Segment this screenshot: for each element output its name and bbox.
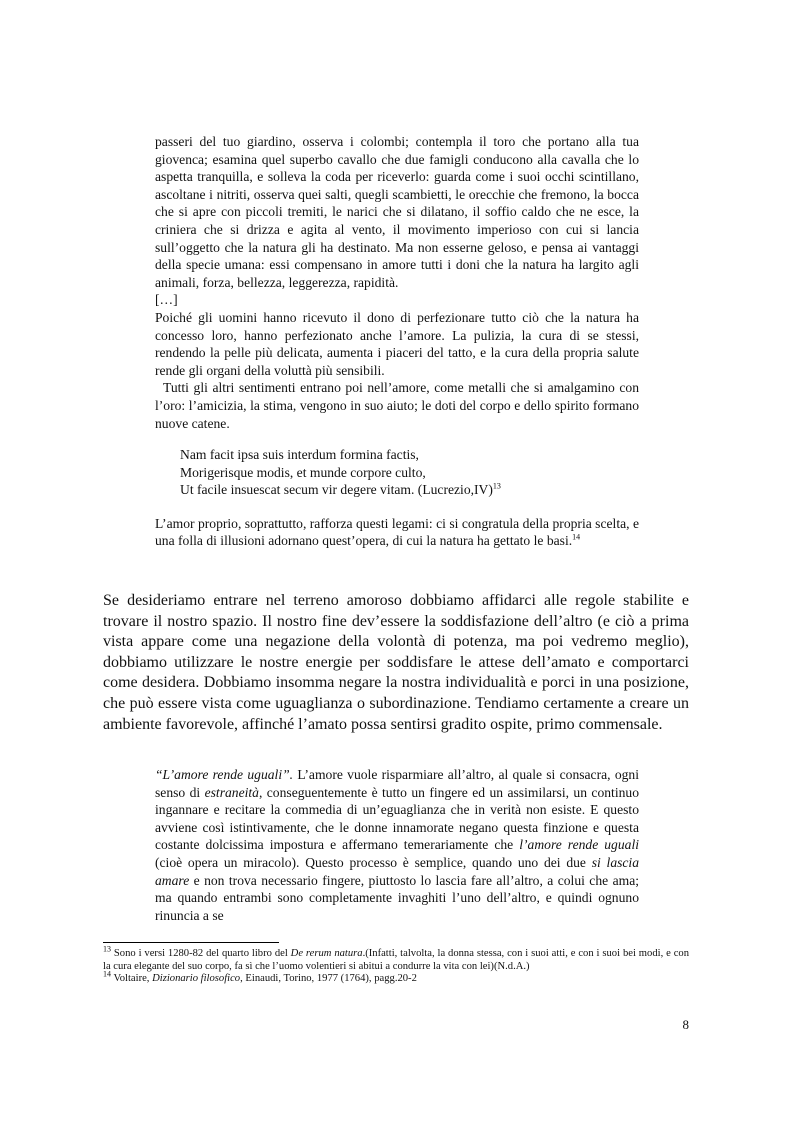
book-title: Dizionario filosofico xyxy=(152,973,241,985)
book-title: De rerum natura xyxy=(290,948,363,959)
quote-title: “L’amore rende uguali”. xyxy=(155,767,294,782)
verse-text: Ut facile insuescat secum vir degere vitam. (Lucrezio,IV) xyxy=(180,482,493,498)
quote-text: L’amor proprio, soprattutto, rafforza questi legami: ci si congratula della propria scelta, e una folla di illusioni adornano quest’opera, di cui la natura ha gettato le basi. xyxy=(155,515,639,549)
page-number: 8 xyxy=(682,1017,689,1032)
footnote-divider xyxy=(103,942,279,943)
verse-line xyxy=(180,481,639,499)
quote-text: L’amore vuole risparmiare all’altro, al quale si consacra, ogni senso di xyxy=(155,767,639,800)
quote-paragraph: passeri del tuo giardino, osserva i colombi; contempla il toro che portano alla tua giovenca; esamina quel superbo cavallo che due famigli conducono alla cavalla che lo aspetta tranquilla, e solleva la coda per riceverlo: guarda come i suoi occhi scintillano, ascoltane i nitriti, osserva quei salti, quegli scambietti, le orecchie che fremono, la bocca che si apre con piccoli tremiti, le narici che si dilatano, il soffio caldo che ne esce, la criniera che si drizza e agita al vento, il movimento imperioso con cui si lancia sull’oggetto che la natura gli ha destinato. Ma non esserne geloso, e pensa ai vantaggi della specie umana: essi compensano in amore tutti i doni che la natura ha largito agli animali, forza, bellezza, leggerezza, rapidità. xyxy=(155,134,639,290)
block-quote-voltaire xyxy=(155,133,639,550)
body-paragraph: Se desideriamo entrare nel terreno amoroso dobbiamo affidarci alle regole stabilite e trovare il nostro spazio. Il nostro fine dev’essere la soddisfazione dell’altro (e ciò a prima vista appare come una negazione della volontà di potenza, ma poi vedremo meglio), dobbiamo utilizzare le nostre energie per soddisfare le attese dell’amato e comportarci come desidera. Dobbiamo insomma negare la nostra individualità e porci in una posizione, che può essere vista come uguaglianza o subordinazione. Tendiamo certamente a creare un ambiente favorevole, affinché l’amato possa sentirsi gradito ospite, primo commensale. xyxy=(103,592,689,733)
footnote-14 xyxy=(103,969,689,986)
footnote-ref[interactable]: 13 xyxy=(492,481,501,491)
latin-verse xyxy=(180,446,639,499)
footnotes xyxy=(103,944,690,986)
footnote-text: Sono i versi 1280-82 del quarto libro del xyxy=(111,948,291,959)
footnote-text: .(Infatti, talvolta, la donna stessa, con i suoi atti, e con i suoi bei modi, e con la cura elegante del suo corpo, fa sì che l’uomo volentieri si abitui a condurre la vita con lei)(N.d.A.) xyxy=(103,948,690,972)
quote-text: e non trova necessario fingere, piuttosto lo lascia fare all’altro, a colui che ama; ma quando entrambi sono completamente invaghiti l’uno dell’altro, e quindi ognuno rinuncia a se xyxy=(155,872,639,923)
block-quote-nietzsche xyxy=(155,766,639,924)
quote-text: (cioè opera un miracolo). Questo processo è semplice, quando uno dei due xyxy=(155,854,592,870)
emphasis: si lascia amare xyxy=(155,854,640,888)
quote-paragraph xyxy=(155,515,639,550)
footnote-number: 13 xyxy=(103,944,111,954)
quote-ellipsis: […] xyxy=(155,292,178,308)
quote-text: , conseguentemente è tutto un fingere ed un assimilarsi, un continuo ingannare e recitare la commedia di un’eguaglianza che in verità non esiste. E questo avviene così istintivamente, che le donne innamorate negano questa finzione e questa costante dolcissima impostura e affermano temerariamente che xyxy=(155,784,639,853)
footnote-text: Voltaire, xyxy=(111,973,153,985)
quote-paragraph: Tutti gli altri sentimenti entrano poi nell’amore, come metalli che si amalgamino con l’oro: l’amicizia, la stima, vengono in suo aiuto; le doti del corpo e dello spirito formano nuove catene. xyxy=(155,380,639,431)
footnote-text: , Einaudi, Torino, 1977 (1764), pagg.20-2 xyxy=(240,973,417,985)
quote-paragraph: Poiché gli uomini hanno ricevuto il dono di perfezionare tutto ciò che la natura ha concesso loro, hanno perfezionato anche l’amore. La pulizia, la cura di se stessi, rendendo la pelle più delicata, aumenta i piaceri del tatto, e la cura della propria salute rende gli organi della voluttà più sensibili. xyxy=(155,309,639,378)
footnote-number: 14 xyxy=(103,969,111,979)
verse-line: Morigerisque modis, et munde corpore culto, xyxy=(180,464,426,480)
footnote-ref[interactable]: 14 xyxy=(572,532,581,542)
emphasis: estraneità xyxy=(204,784,259,800)
quote-paragraph xyxy=(155,766,639,924)
footnote-13 xyxy=(103,944,690,973)
emphasis: l’amore rende uguali xyxy=(519,837,639,853)
verse-line: Nam facit ipsa suis interdum formina factis, xyxy=(180,447,419,463)
